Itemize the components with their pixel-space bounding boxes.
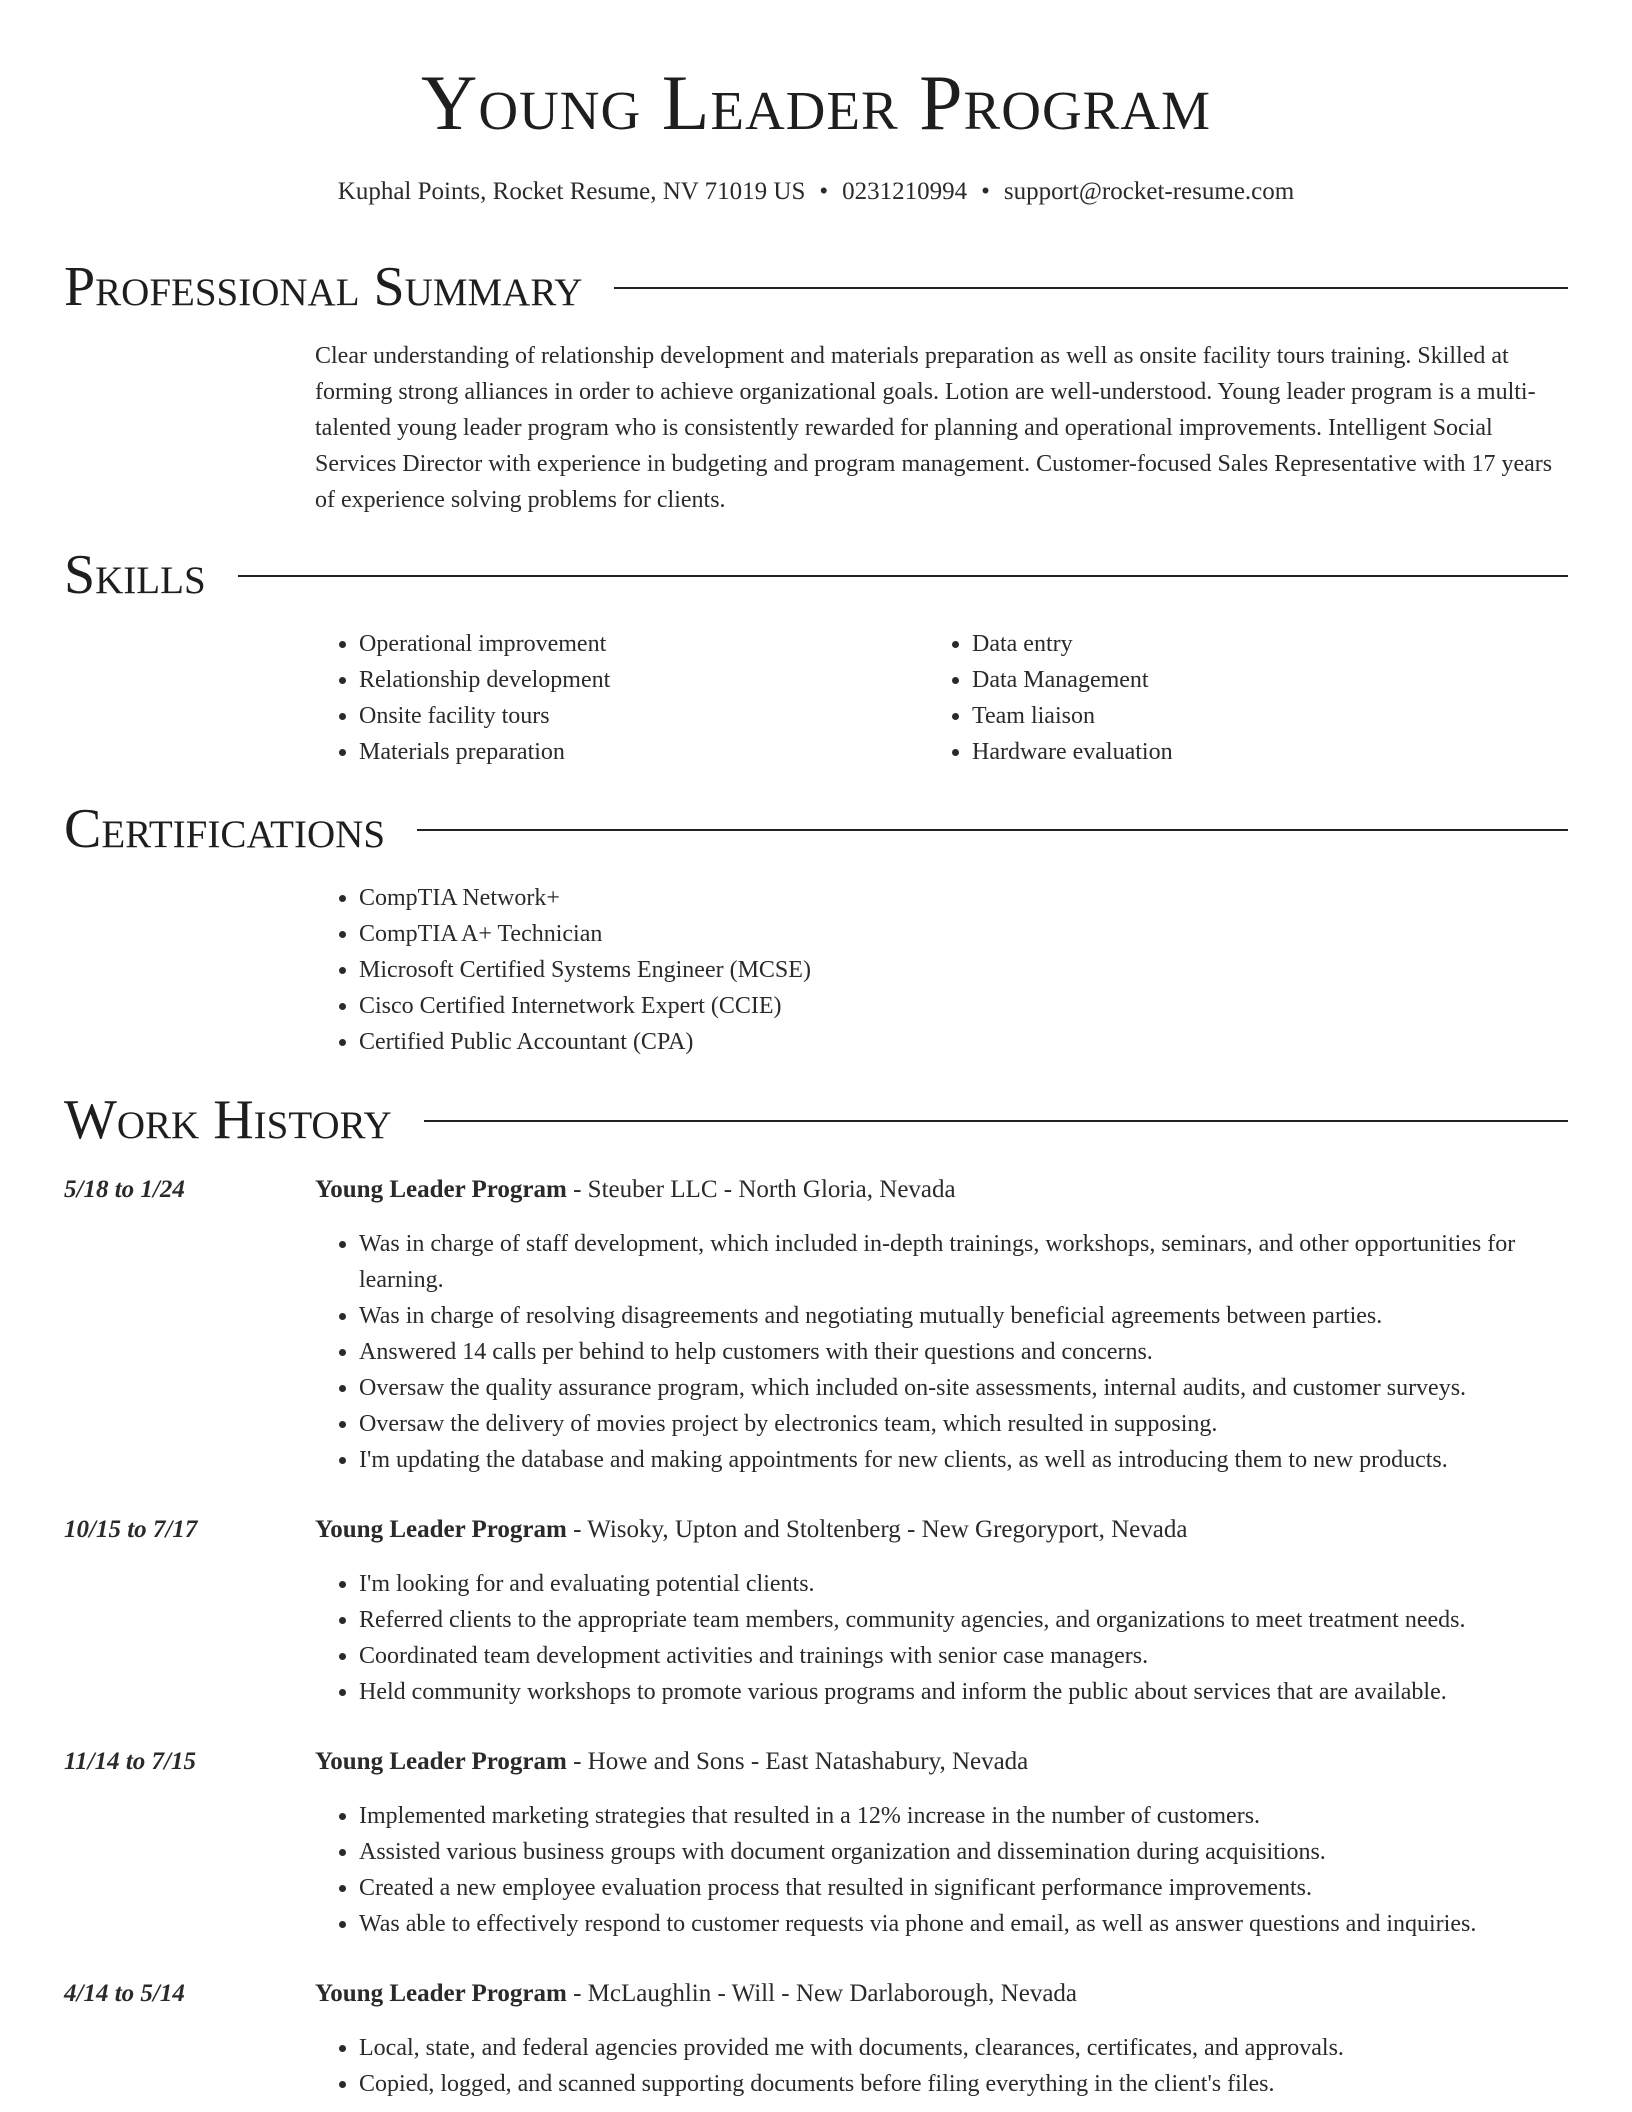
job-bullet: • Implemented marketing strategies that resulted in a 12% increase in the number of customers. xyxy=(359,1798,1570,1834)
skills-column-left xyxy=(315,626,610,770)
certification-item: • CompTIA A+ Technician xyxy=(359,916,811,952)
summary-text: Clear understanding of relationship development and materials preparation as well as onsite facility tours training. Skilled at forming strong alliances in order to achieve organizational goals. Lotion are well-understood. Young leader program is a multi-talented young leader program who is consistently rewarded for planning and operational improvements. Intelligent Social Services Director with experience in budgeting and program management. Customer-focused Sales Representative with 17 years of experience solving problems for clients. xyxy=(315,343,1553,513)
certification-item: • Microsoft Certified Systems Engineer (MCSE) xyxy=(359,952,811,988)
certifications-section-header xyxy=(64,794,1568,864)
job-bullet: • Created a new employee evaluation process that resulted in significant performance improvements. xyxy=(359,1870,1570,1906)
job-dates: 10/15 to 7/17 xyxy=(64,1516,198,1543)
skill-item: • Onsite facility tours xyxy=(359,698,610,734)
certifications-list xyxy=(315,880,811,1060)
job-title: Young Leader Program xyxy=(315,1748,567,1775)
skill-item: • Operational improvement xyxy=(359,626,610,662)
job-bullet: • Coordinated team development activities and trainings with senior case managers. xyxy=(359,1638,1570,1674)
job-responsibilities xyxy=(315,1566,1570,1710)
job-bullet: • Oversaw the quality assurance program, which included on-site assessments, internal audits, and customer surveys. xyxy=(359,1370,1570,1406)
skills-section-title: Skills xyxy=(64,544,206,606)
job-bullet: • Was in charge of staff development, which included in-depth trainings, workshops, seminars, and other opportunities for learning. xyxy=(359,1226,1570,1298)
section-divider xyxy=(614,287,1568,289)
contact-email: support@rocket-resume.com xyxy=(1003,178,1295,205)
job-bullet: • Oversaw the delivery of movies project by electronics team, which resulted in supposing. xyxy=(359,1406,1570,1442)
job-bullet: • Was able to effectively respond to customer requests via phone and email, as well as answer questions and inquiries. xyxy=(359,1906,1570,1942)
job-title: Young Leader Program xyxy=(315,1516,567,1543)
job-heading xyxy=(315,1744,1028,1780)
skill-item: • Hardware evaluation xyxy=(972,734,1173,770)
job-heading xyxy=(315,1172,956,1208)
job-dates: 5/18 to 1/24 xyxy=(64,1176,185,1203)
job-employer-location: - McLaughlin - Will - New Darlaborough, Nevada xyxy=(566,1980,1078,2007)
skills-section-header xyxy=(64,540,1568,610)
job-employer-location: - Wisoky, Upton and Stoltenberg - New Gregoryport, Nevada xyxy=(566,1516,1188,1543)
skill-item: • Relationship development xyxy=(359,662,610,698)
job-bullet: • Copied, logged, and scanned supporting documents before filing everything in the client's files. xyxy=(359,2066,1570,2102)
job-responsibilities xyxy=(315,2030,1570,2102)
skills-column-right xyxy=(928,626,1173,770)
contact-separator: • xyxy=(819,178,829,205)
skill-item: • Team liaison xyxy=(972,698,1173,734)
job-bullet: • Referred clients to the appropriate team members, community agencies, and organizations to meet treatment needs. xyxy=(359,1602,1570,1638)
contact-line xyxy=(0,176,1632,208)
job-employer-location: - Steuber LLC - North Gloria, Nevada xyxy=(566,1176,956,1203)
job-title: Young Leader Program xyxy=(315,1176,567,1203)
job-bullet: • Held community workshops to promote various programs and inform the public about services that are available. xyxy=(359,1674,1570,1710)
skill-item: • Data entry xyxy=(972,626,1173,662)
job-heading xyxy=(315,1512,1187,1548)
job-bullet: • I'm updating the database and making appointments for new clients, as well as introducing them to new products. xyxy=(359,1442,1570,1478)
job-bullet: • Local, state, and federal agencies provided me with documents, clearances, certificates, and approvals. xyxy=(359,2030,1570,2066)
summary-section-header xyxy=(64,252,1568,322)
contact-separator: • xyxy=(981,178,990,205)
skill-item: • Materials preparation xyxy=(359,734,610,770)
job-dates: 11/14 to 7/15 xyxy=(64,1748,196,1775)
job-responsibilities xyxy=(315,1798,1570,1942)
job-heading xyxy=(315,1976,1077,2012)
contact-phone: 0231210994 xyxy=(842,178,968,205)
summary-section-title: Professional Summary xyxy=(64,256,583,318)
job-title: Young Leader Program xyxy=(315,1980,567,2007)
job-bullet: • Answered 14 calls per behind to help customers with their questions and concerns. xyxy=(359,1334,1570,1370)
section-divider xyxy=(238,575,1568,577)
job-bullet: • Assisted various business groups with document organization and dissemination during acquisitions. xyxy=(359,1834,1570,1870)
work-history-section-header xyxy=(64,1085,1568,1155)
job-employer-location: - Howe and Sons - East Natashabury, Nevada xyxy=(566,1748,1029,1775)
job-dates: 4/14 to 5/14 xyxy=(64,1980,185,2007)
certification-item: • CompTIA Network+ xyxy=(359,880,811,916)
candidate-name: Young Leader Program xyxy=(421,59,1211,146)
certification-item: • Certified Public Accountant (CPA) xyxy=(359,1024,811,1060)
job-bullet: • I'm looking for and evaluating potential clients. xyxy=(359,1566,1570,1602)
certification-item: • Cisco Certified Internetwork Expert (CCIE) xyxy=(359,988,811,1024)
job-bullet: • Was in charge of resolving disagreements and negotiating mutually beneficial agreements between parties. xyxy=(359,1298,1570,1334)
section-divider xyxy=(424,1120,1568,1122)
certifications-section-title: Certifications xyxy=(64,798,386,860)
section-divider xyxy=(417,829,1568,831)
work-history-section-title: Work History xyxy=(64,1089,392,1151)
skill-item: • Data Management xyxy=(972,662,1173,698)
contact-address: Kuphal Points, Rocket Resume, NV 71019 US xyxy=(337,178,806,205)
job-responsibilities xyxy=(315,1226,1570,1478)
